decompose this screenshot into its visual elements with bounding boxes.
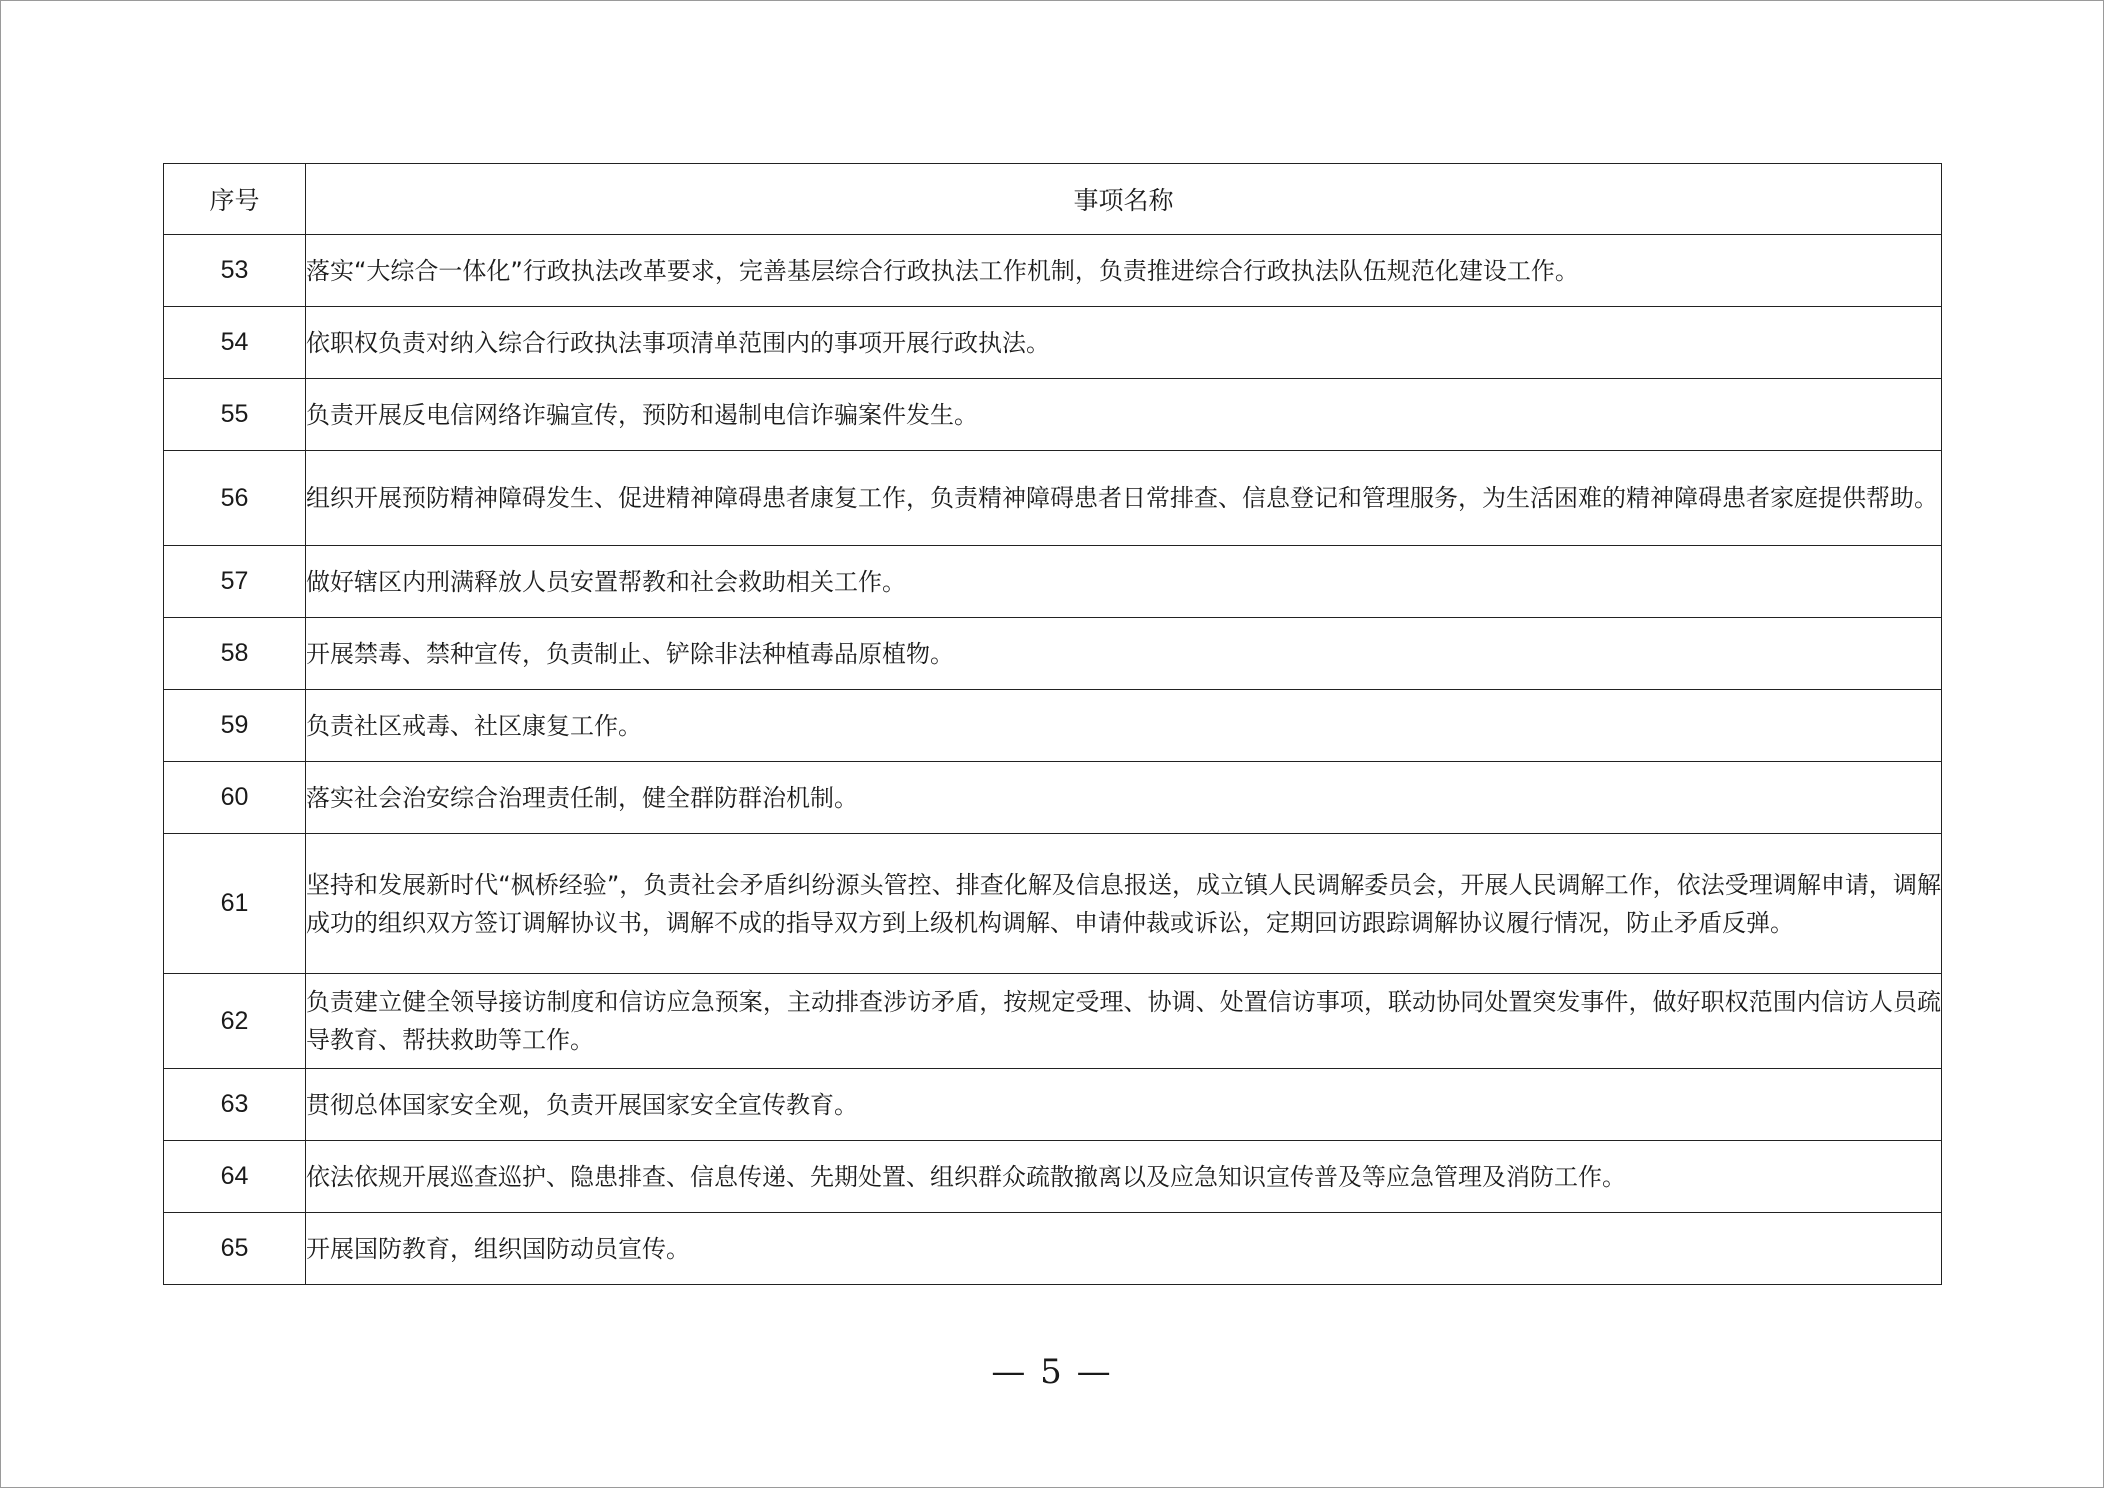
row-item-name: 依职权负责对纳入综合行政执法事项清单范围内的事项开展行政执法。 (306, 307, 1942, 379)
table-row (164, 379, 1942, 451)
row-number: 59 (164, 690, 306, 762)
header-item-name: 事项名称 (306, 164, 1942, 235)
row-number: 55 (164, 379, 306, 451)
table-row (164, 690, 1942, 762)
row-number: 56 (164, 451, 306, 546)
row-number: 65 (164, 1213, 306, 1285)
row-item-name: 负责社区戒毒、社区康复工作。 (306, 690, 1942, 762)
row-item-name: 开展禁毒、禁种宣传，负责制止、铲除非法种植毒品原植物。 (306, 618, 1942, 690)
table-row (164, 1213, 1942, 1285)
row-number: 64 (164, 1141, 306, 1213)
table-row (164, 1069, 1942, 1141)
table-row (164, 451, 1942, 546)
row-number: 53 (164, 235, 306, 307)
row-number: 63 (164, 1069, 306, 1141)
table-row (164, 235, 1942, 307)
row-number: 54 (164, 307, 306, 379)
table-row (164, 1141, 1942, 1213)
row-number: 62 (164, 974, 306, 1069)
row-item-name: 贯彻总体国家安全观，负责开展国家安全宣传教育。 (306, 1069, 1942, 1141)
page-number: — 5 — (991, 1352, 1113, 1392)
table-row (164, 307, 1942, 379)
row-number: 57 (164, 546, 306, 618)
table-row (164, 546, 1942, 618)
row-item-name: 依法依规开展巡查巡护、隐患排查、信息传递、先期处置、组织群众疏散撤离以及应急知识宣传普及等应急管理及消防工作。 (306, 1141, 1942, 1213)
table-row (164, 762, 1942, 834)
row-number: 58 (164, 618, 306, 690)
row-item-name: 坚持和发展新时代“枫桥经验”，负责社会矛盾纠纷源头管控、排查化解及信息报送，成立镇人民调解委员会，开展人民调解工作，依法受理调解申请，调解成功的组织双方签订调解协议书，调解不成的指导双方到上级机构调解、申请仲裁或诉讼，定期回访跟踪调解协议履行情况，防止矛盾反弹。 (306, 834, 1942, 974)
row-item-name: 落实“大综合一体化”行政执法改革要求，完善基层综合行政执法工作机制，负责推进综合行政执法队伍规范化建设工作。 (306, 235, 1942, 307)
row-item-name: 开展国防教育，组织国防动员宣传。 (306, 1213, 1942, 1285)
row-item-name: 做好辖区内刑满释放人员安置帮教和社会救助相关工作。 (306, 546, 1942, 618)
table-header-row (164, 164, 1942, 235)
row-number: 60 (164, 762, 306, 834)
table-row (164, 974, 1942, 1069)
row-item-name: 负责开展反电信网络诈骗宣传，预防和遏制电信诈骗案件发生。 (306, 379, 1942, 451)
row-item-name: 落实社会治安综合治理责任制，健全群防群治机制。 (306, 762, 1942, 834)
items-table (163, 163, 1942, 1285)
header-serial-number: 序号 (164, 164, 306, 235)
table-row (164, 834, 1942, 974)
row-number: 61 (164, 834, 306, 974)
row-item-name: 组织开展预防精神障碍发生、促进精神障碍患者康复工作，负责精神障碍患者日常排查、信息登记和管理服务，为生活困难的精神障碍患者家庭提供帮助。 (306, 451, 1942, 546)
table-row (164, 618, 1942, 690)
row-item-name: 负责建立健全领导接访制度和信访应急预案，主动排查涉访矛盾，按规定受理、协调、处置信访事项，联动协同处置突发事件，做好职权范围内信访人员疏导教育、帮扶救助等工作。 (306, 974, 1942, 1069)
